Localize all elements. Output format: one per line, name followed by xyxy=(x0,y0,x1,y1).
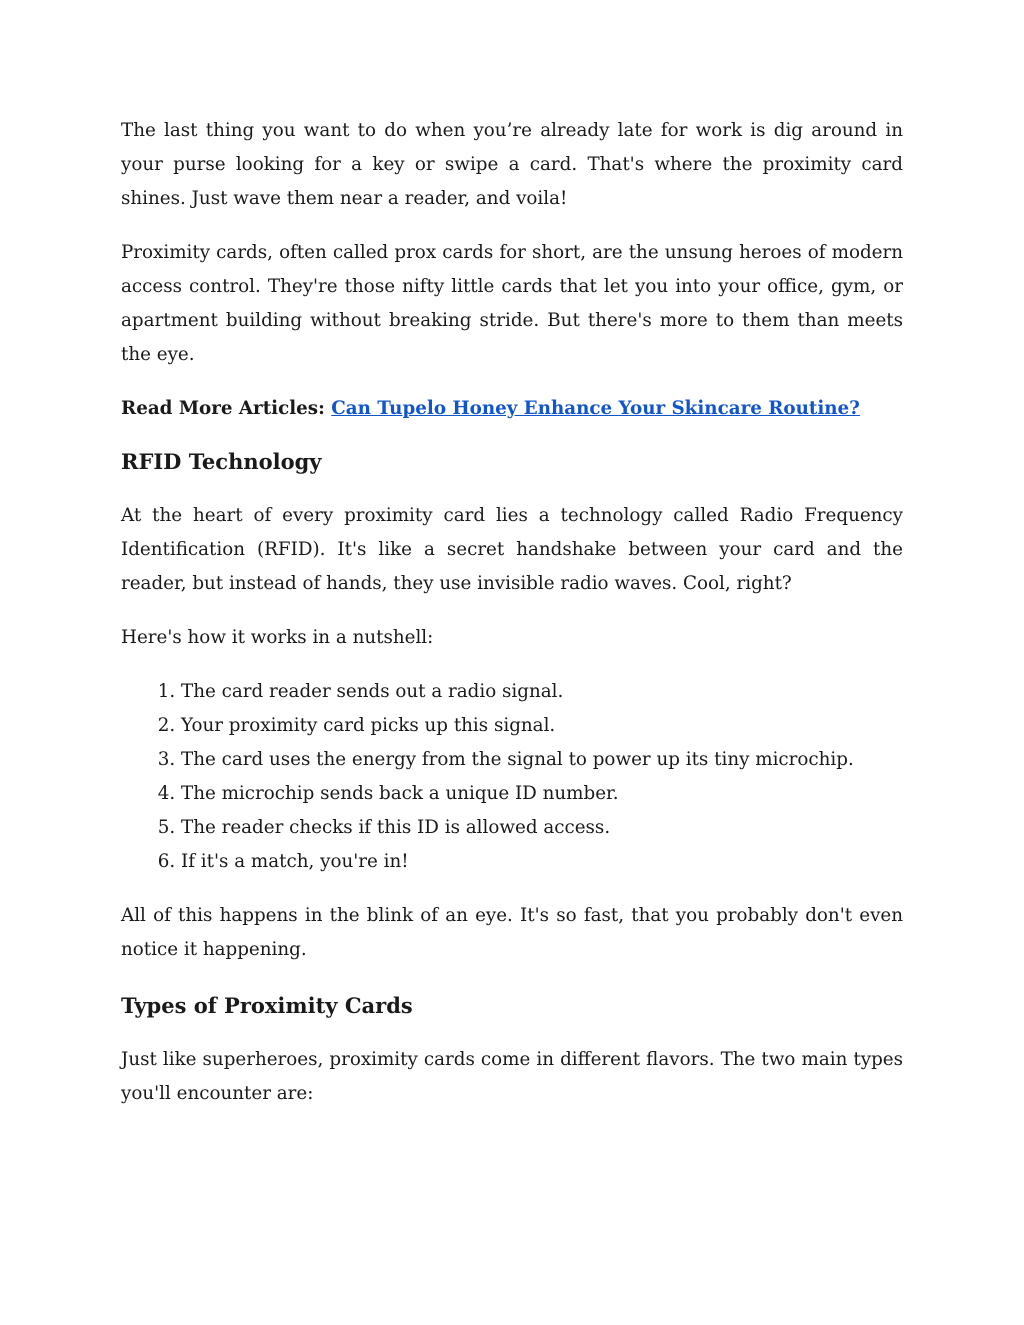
how-it-works-paragraph: Here's how it works in a nutshell: xyxy=(121,627,434,648)
read-more-link[interactable]: Can Tupelo Honey Enhance Your Skincare Routine? xyxy=(331,398,860,419)
list-item: 1. The card reader sends out a radio signal. xyxy=(181,675,903,709)
read-more-line xyxy=(121,392,903,426)
document-page xyxy=(121,114,903,1111)
list-item: 4. The microchip sends back a unique ID number. xyxy=(181,777,903,811)
rfid-heading: RFID Technology xyxy=(121,449,322,474)
list-item: 2. Your proximity card picks up this signal. xyxy=(181,709,903,743)
steps-list xyxy=(121,675,903,879)
list-item: 5. The reader checks if this ID is allowed access. xyxy=(181,811,903,845)
rfid-paragraph: At the heart of every proximity card lies a technology called Radio Frequency Identification (RFID). It's like a secret handshake between your card and the reader, but instead of hands, they use invisible radio waves. Cool, right? xyxy=(121,505,903,594)
list-item: 3. The card uses the energy from the signal to power up its tiny microchip. xyxy=(181,743,903,777)
blink-paragraph: All of this happens in the blink of an eye. It's so fast, that you probably don't even notice it happening. xyxy=(121,905,903,960)
types-paragraph: Just like superheroes, proximity cards come in different flavors. The two main types you'll encounter are: xyxy=(121,1049,903,1104)
types-heading: Types of Proximity Cards xyxy=(121,993,413,1018)
list-item: 6. If it's a match, you're in! xyxy=(181,845,903,879)
read-more-label: Read More Articles: xyxy=(121,398,332,419)
intro-paragraph: The last thing you want to do when you’re already late for work is dig around in your purse looking for a key or swipe a card. That's where the proximity card shines. Just wave them near a reader, and voila! xyxy=(121,120,903,209)
prox-paragraph: Proximity cards, often called prox cards for short, are the unsung heroes of modern access control. They're those nifty little cards that let you into your office, gym, or apartment building without breaking stride. But there's more to them than meets the eye. xyxy=(121,242,903,365)
